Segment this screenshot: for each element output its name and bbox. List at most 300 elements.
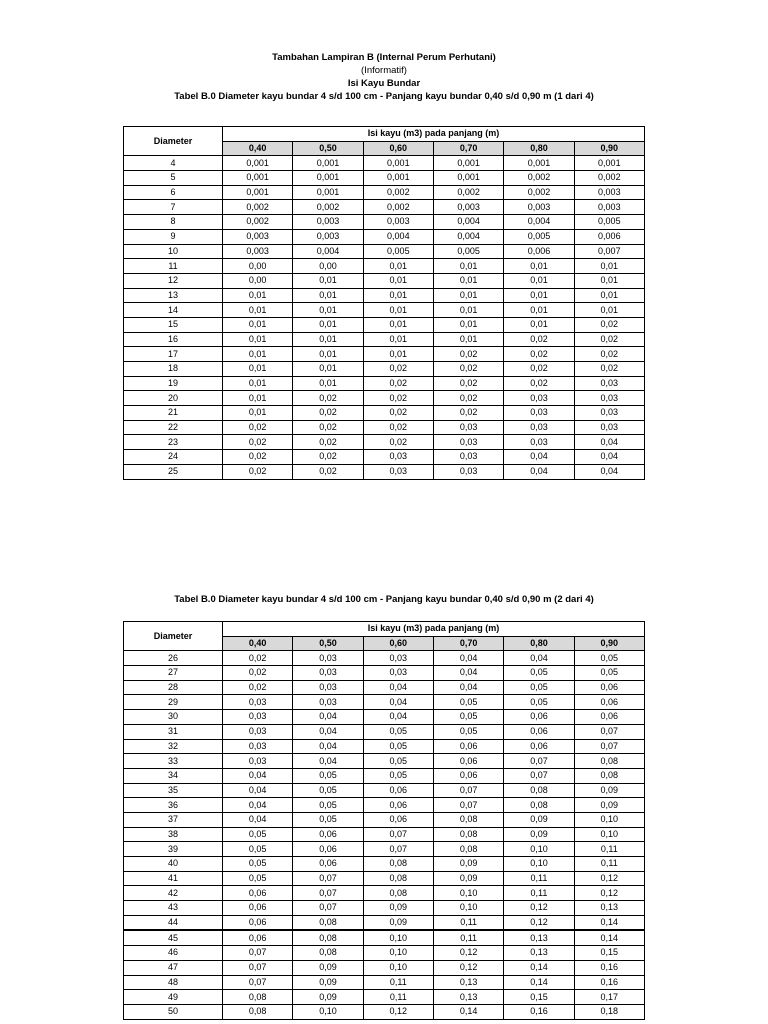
volume-cell: 0,002 <box>504 185 574 200</box>
volume-cell: 0,03 <box>363 464 433 479</box>
volume-cell: 0,001 <box>293 171 363 186</box>
volume-cell: 0,01 <box>293 332 363 347</box>
volume-cell: 0,13 <box>504 946 574 961</box>
volume-cell: 0,004 <box>363 229 433 244</box>
volume-cell: 0,03 <box>574 406 644 421</box>
volume-cell: 0,08 <box>363 871 433 886</box>
volume-cell: 0,10 <box>363 960 433 975</box>
volume-cell: 0,03 <box>574 391 644 406</box>
volume-cell: 0,03 <box>293 666 363 681</box>
volume-cell: 0,04 <box>293 724 363 739</box>
volume-cell: 0,07 <box>363 842 433 857</box>
volume-cell: 0,02 <box>293 464 363 479</box>
diameter-cell: 38 <box>124 827 223 842</box>
volume-cell: 0,04 <box>574 450 644 465</box>
diameter-cell: 31 <box>124 724 223 739</box>
volume-cell: 0,02 <box>363 376 433 391</box>
volume-cell: 0,12 <box>574 871 644 886</box>
volume-cell: 0,02 <box>223 680 293 695</box>
informative-label: (Informatif) <box>361 65 407 76</box>
volume-cell: 0,04 <box>504 651 574 666</box>
volume-cell: 0,00 <box>223 259 293 274</box>
volume-cell: 0,07 <box>504 754 574 769</box>
diameter-cell: 28 <box>124 680 223 695</box>
volume-cell: 0,11 <box>504 871 574 886</box>
volume-cell: 0,01 <box>574 288 644 303</box>
volume-cell: 0,09 <box>574 783 644 798</box>
diameter-cell: 17 <box>124 347 223 362</box>
volume-cell: 0,13 <box>574 901 644 916</box>
diameter-cell: 13 <box>124 288 223 303</box>
volume-cell: 0,16 <box>574 975 644 990</box>
volume-cell: 0,01 <box>293 317 363 332</box>
volume-cell: 0,11 <box>433 915 503 930</box>
length-header: 0,50 <box>293 636 363 651</box>
table-row <box>124 450 645 465</box>
volume-cell: 0,03 <box>293 695 363 710</box>
volume-cell: 0,01 <box>363 259 433 274</box>
table-row <box>124 435 645 450</box>
volume-cell: 0,01 <box>293 376 363 391</box>
volume-cell: 0,05 <box>293 783 363 798</box>
volume-cell: 0,004 <box>504 215 574 230</box>
volume-cell: 0,003 <box>223 244 293 259</box>
volume-cell: 0,01 <box>433 317 503 332</box>
volume-cell: 0,05 <box>363 724 433 739</box>
diameter-cell: 32 <box>124 739 223 754</box>
volume-cell: 0,001 <box>363 171 433 186</box>
volume-cell: 0,08 <box>223 1004 293 1019</box>
volume-cell: 0,06 <box>574 680 644 695</box>
volume-cell: 0,12 <box>504 915 574 930</box>
volume-cell: 0,01 <box>433 332 503 347</box>
volume-cell: 0,13 <box>433 975 503 990</box>
volume-cell: 0,07 <box>363 827 433 842</box>
volume-cell: 0,07 <box>293 901 363 916</box>
volume-cell: 0,05 <box>363 754 433 769</box>
volume-cell: 0,09 <box>504 827 574 842</box>
diameter-cell: 25 <box>124 464 223 479</box>
diameter-cell: 12 <box>124 273 223 288</box>
volume-cell: 0,14 <box>574 915 644 930</box>
volume-cell: 0,09 <box>363 915 433 930</box>
diameter-cell: 30 <box>124 710 223 725</box>
table-row <box>124 1004 645 1019</box>
volume-cell: 0,07 <box>223 946 293 961</box>
volume-cell: 0,04 <box>504 450 574 465</box>
volume-cell: 0,01 <box>433 303 503 318</box>
volume-cell: 0,06 <box>363 798 433 813</box>
table-row <box>124 303 645 318</box>
table-row <box>124 710 645 725</box>
table-row <box>124 990 645 1005</box>
volume-cell: 0,07 <box>574 739 644 754</box>
volume-cell: 0,02 <box>433 362 503 377</box>
volume-cell: 0,05 <box>293 768 363 783</box>
volume-cell: 0,01 <box>504 303 574 318</box>
length-header: 0,70 <box>433 141 503 156</box>
table-row <box>124 946 645 961</box>
volume-cell: 0,12 <box>433 960 503 975</box>
volume-cell: 0,01 <box>293 347 363 362</box>
table-row <box>124 754 645 769</box>
diameter-cell: 24 <box>124 450 223 465</box>
volume-cell: 0,002 <box>293 200 363 215</box>
volume-cell: 0,06 <box>363 783 433 798</box>
volume-cell: 0,002 <box>363 185 433 200</box>
volume-cell: 0,03 <box>363 666 433 681</box>
table-row <box>124 420 645 435</box>
diameter-cell: 33 <box>124 754 223 769</box>
volume-cell: 0,01 <box>293 303 363 318</box>
volume-cell: 0,004 <box>293 244 363 259</box>
volume-cell: 0,005 <box>574 215 644 230</box>
volume-cell: 0,10 <box>293 1004 363 1019</box>
volume-cell: 0,12 <box>433 946 503 961</box>
volume-cell: 0,001 <box>293 185 363 200</box>
diameter-cell: 8 <box>124 215 223 230</box>
volume-cell: 0,14 <box>504 975 574 990</box>
diameter-cell: 18 <box>124 362 223 377</box>
volume-cell: 0,005 <box>433 244 503 259</box>
volume-cell: 0,16 <box>504 1004 574 1019</box>
volume-cell: 0,05 <box>433 695 503 710</box>
volume-cell: 0,08 <box>574 754 644 769</box>
volume-cell: 0,01 <box>223 303 293 318</box>
volume-cell: 0,02 <box>223 464 293 479</box>
diameter-cell: 45 <box>124 930 223 945</box>
volume-cell: 0,002 <box>223 200 293 215</box>
length-header: 0,70 <box>433 636 503 651</box>
volume-cell: 0,02 <box>504 376 574 391</box>
volume-cell: 0,02 <box>293 435 363 450</box>
volume-cell: 0,03 <box>223 754 293 769</box>
volume-cell: 0,11 <box>574 842 644 857</box>
volume-cell: 0,01 <box>293 362 363 377</box>
diameter-cell: 49 <box>124 990 223 1005</box>
volume-cell: 0,13 <box>433 990 503 1005</box>
volume-cell: 0,01 <box>363 347 433 362</box>
volume-cell: 0,05 <box>223 871 293 886</box>
appendix-title: Tambahan Lampiran B (Internal Perum Perhutani) <box>272 52 496 63</box>
volume-cell: 0,09 <box>574 798 644 813</box>
table-row <box>124 798 645 813</box>
volume-cell: 0,01 <box>363 317 433 332</box>
volume-cell: 0,02 <box>433 406 503 421</box>
volume-cell: 0,06 <box>223 886 293 901</box>
volume-cell: 0,09 <box>433 857 503 872</box>
volume-cell: 0,02 <box>363 406 433 421</box>
diameter-cell: 37 <box>124 812 223 827</box>
volume-cell: 0,01 <box>223 406 293 421</box>
volume-cell: 0,08 <box>504 798 574 813</box>
diameter-cell: 43 <box>124 901 223 916</box>
volume-cell: 0,07 <box>223 960 293 975</box>
length-header: 0,60 <box>363 636 433 651</box>
volume-cell: 0,001 <box>293 156 363 171</box>
volume-cell: 0,02 <box>363 391 433 406</box>
volume-cell: 0,02 <box>574 347 644 362</box>
volume-cell: 0,03 <box>363 651 433 666</box>
diameter-cell: 5 <box>124 171 223 186</box>
length-header: 0,40 <box>223 141 293 156</box>
volume-cell: 0,03 <box>433 435 503 450</box>
table-row <box>124 886 645 901</box>
volume-cell: 0,07 <box>293 871 363 886</box>
volume-cell: 0,02 <box>504 332 574 347</box>
volume-cell: 0,02 <box>223 666 293 681</box>
diameter-cell: 23 <box>124 435 223 450</box>
volume-cell: 0,18 <box>574 1004 644 1019</box>
volume-cell: 0,02 <box>293 406 363 421</box>
volume-cell: 0,01 <box>363 273 433 288</box>
volume-cell: 0,07 <box>223 975 293 990</box>
table-row <box>124 464 645 479</box>
table-row <box>124 171 645 186</box>
volume-cell: 0,04 <box>574 464 644 479</box>
volume-cell: 0,12 <box>363 1004 433 1019</box>
volume-cell: 0,02 <box>363 420 433 435</box>
volume-cell: 0,02 <box>433 391 503 406</box>
volume-cell: 0,003 <box>574 200 644 215</box>
diameter-cell: 9 <box>124 229 223 244</box>
volume-cell: 0,03 <box>504 406 574 421</box>
volume-cell: 0,03 <box>433 464 503 479</box>
table-row <box>124 406 645 421</box>
length-header: 0,40 <box>223 636 293 651</box>
length-group-header: Isi kayu (m3) pada panjang (m) <box>223 622 645 637</box>
volume-cell: 0,09 <box>363 901 433 916</box>
volume-cell: 0,06 <box>504 724 574 739</box>
table-row <box>124 288 645 303</box>
volume-cell: 0,005 <box>504 229 574 244</box>
volume-cell: 0,05 <box>574 651 644 666</box>
diameter-cell: 50 <box>124 1004 223 1019</box>
diameter-cell: 34 <box>124 768 223 783</box>
volume-cell: 0,07 <box>504 768 574 783</box>
volume-cell: 0,05 <box>293 798 363 813</box>
diameter-cell: 16 <box>124 332 223 347</box>
volume-cell: 0,003 <box>293 229 363 244</box>
volume-cell: 0,14 <box>504 960 574 975</box>
volume-cell: 0,02 <box>504 362 574 377</box>
table-row <box>124 975 645 990</box>
diameter-cell: 19 <box>124 376 223 391</box>
volume-table-1 <box>123 126 645 480</box>
volume-cell: 0,06 <box>293 842 363 857</box>
volume-cell: 0,02 <box>574 362 644 377</box>
volume-cell: 0,004 <box>433 215 503 230</box>
volume-cell: 0,006 <box>504 244 574 259</box>
diameter-cell: 7 <box>124 200 223 215</box>
diameter-cell: 39 <box>124 842 223 857</box>
volume-cell: 0,09 <box>293 975 363 990</box>
length-header: 0,80 <box>504 141 574 156</box>
diameter-cell: 35 <box>124 783 223 798</box>
volume-cell: 0,01 <box>574 303 644 318</box>
volume-cell: 0,06 <box>504 710 574 725</box>
volume-cell: 0,10 <box>363 946 433 961</box>
volume-cell: 0,05 <box>293 812 363 827</box>
volume-cell: 0,001 <box>504 156 574 171</box>
volume-cell: 0,002 <box>363 200 433 215</box>
volume-cell: 0,15 <box>504 990 574 1005</box>
volume-cell: 0,03 <box>223 739 293 754</box>
volume-cell: 0,06 <box>293 827 363 842</box>
table-row <box>124 680 645 695</box>
volume-cell: 0,03 <box>504 391 574 406</box>
volume-cell: 0,04 <box>223 783 293 798</box>
volume-cell: 0,03 <box>574 376 644 391</box>
volume-cell: 0,05 <box>504 680 574 695</box>
volume-cell: 0,001 <box>223 171 293 186</box>
volume-cell: 0,03 <box>433 450 503 465</box>
volume-cell: 0,02 <box>293 420 363 435</box>
volume-cell: 0,03 <box>293 651 363 666</box>
diameter-cell: 22 <box>124 420 223 435</box>
volume-cell: 0,01 <box>223 288 293 303</box>
volume-cell: 0,00 <box>223 273 293 288</box>
volume-cell: 0,09 <box>504 812 574 827</box>
volume-cell: 0,12 <box>504 901 574 916</box>
volume-cell: 0,002 <box>574 171 644 186</box>
table-row <box>124 215 645 230</box>
volume-cell: 0,06 <box>574 695 644 710</box>
volume-cell: 0,08 <box>293 930 363 945</box>
volume-cell: 0,002 <box>504 171 574 186</box>
table-row <box>124 200 645 215</box>
volume-cell: 0,01 <box>223 347 293 362</box>
table1-title: Tabel B.0 Diameter kayu bundar 4 s/d 100 cm - Panjang kayu bundar 0,40 s/d 0,90 m (1 dari 4) <box>174 91 594 102</box>
volume-cell: 0,02 <box>293 391 363 406</box>
volume-cell: 0,02 <box>223 450 293 465</box>
table-row <box>124 666 645 681</box>
diameter-cell: 15 <box>124 317 223 332</box>
volume-cell: 0,005 <box>363 244 433 259</box>
diameter-cell: 26 <box>124 651 223 666</box>
volume-cell: 0,09 <box>293 990 363 1005</box>
volume-cell: 0,06 <box>223 915 293 930</box>
volume-cell: 0,003 <box>223 229 293 244</box>
table-row <box>124 768 645 783</box>
volume-cell: 0,01 <box>574 259 644 274</box>
volume-cell: 0,09 <box>293 960 363 975</box>
volume-cell: 0,02 <box>574 332 644 347</box>
table-row <box>124 930 645 945</box>
table-row <box>124 915 645 930</box>
volume-cell: 0,13 <box>504 930 574 945</box>
volume-cell: 0,05 <box>504 666 574 681</box>
volume-cell: 0,08 <box>223 990 293 1005</box>
diameter-cell: 40 <box>124 857 223 872</box>
volume-cell: 0,02 <box>293 450 363 465</box>
volume-cell: 0,07 <box>433 798 503 813</box>
volume-cell: 0,003 <box>293 215 363 230</box>
diameter-cell: 29 <box>124 695 223 710</box>
volume-cell: 0,01 <box>223 362 293 377</box>
volume-cell: 0,04 <box>223 798 293 813</box>
volume-cell: 0,006 <box>574 229 644 244</box>
volume-cell: 0,08 <box>363 857 433 872</box>
volume-cell: 0,001 <box>223 185 293 200</box>
volume-cell: 0,001 <box>433 171 503 186</box>
volume-cell: 0,05 <box>504 695 574 710</box>
volume-cell: 0,11 <box>363 990 433 1005</box>
volume-cell: 0,01 <box>504 288 574 303</box>
volume-cell: 0,02 <box>223 651 293 666</box>
volume-cell: 0,08 <box>293 915 363 930</box>
table-row <box>124 827 645 842</box>
volume-cell: 0,06 <box>433 768 503 783</box>
volume-cell: 0,03 <box>504 420 574 435</box>
volume-cell: 0,08 <box>293 946 363 961</box>
table-row <box>124 391 645 406</box>
table-row <box>124 362 645 377</box>
volume-cell: 0,003 <box>504 200 574 215</box>
volume-cell: 0,11 <box>433 930 503 945</box>
table-row <box>124 842 645 857</box>
volume-cell: 0,01 <box>504 273 574 288</box>
volume-cell: 0,01 <box>363 303 433 318</box>
volume-cell: 0,06 <box>293 857 363 872</box>
table-row <box>124 695 645 710</box>
volume-cell: 0,08 <box>363 886 433 901</box>
volume-cell: 0,01 <box>504 259 574 274</box>
volume-cell: 0,03 <box>293 680 363 695</box>
volume-cell: 0,10 <box>433 901 503 916</box>
volume-cell: 0,01 <box>293 288 363 303</box>
diameter-cell: 11 <box>124 259 223 274</box>
volume-cell: 0,02 <box>223 435 293 450</box>
volume-cell: 0,11 <box>574 857 644 872</box>
diameter-cell: 36 <box>124 798 223 813</box>
volume-cell: 0,04 <box>363 710 433 725</box>
volume-cell: 0,001 <box>363 156 433 171</box>
volume-cell: 0,06 <box>363 812 433 827</box>
volume-cell: 0,02 <box>433 347 503 362</box>
volume-cell: 0,04 <box>433 651 503 666</box>
volume-cell: 0,11 <box>504 886 574 901</box>
table-row <box>124 332 645 347</box>
table-row <box>124 724 645 739</box>
volume-cell: 0,06 <box>433 739 503 754</box>
volume-cell: 0,07 <box>574 724 644 739</box>
volume-cell: 0,10 <box>504 857 574 872</box>
volume-cell: 0,05 <box>433 710 503 725</box>
table-row <box>124 347 645 362</box>
table-row <box>124 185 645 200</box>
length-group-header: Isi kayu (m3) pada panjang (m) <box>223 127 645 142</box>
diameter-cell: 10 <box>124 244 223 259</box>
volume-cell: 0,06 <box>223 901 293 916</box>
volume-cell: 0,14 <box>574 930 644 945</box>
volume-cell: 0,10 <box>363 930 433 945</box>
volume-cell: 0,06 <box>433 754 503 769</box>
table-row <box>124 317 645 332</box>
volume-cell: 0,08 <box>433 812 503 827</box>
diameter-cell: 48 <box>124 975 223 990</box>
volume-cell: 0,01 <box>223 376 293 391</box>
volume-cell: 0,05 <box>223 857 293 872</box>
volume-cell: 0,04 <box>223 768 293 783</box>
volume-cell: 0,04 <box>293 710 363 725</box>
volume-cell: 0,04 <box>223 812 293 827</box>
volume-cell: 0,10 <box>574 827 644 842</box>
volume-cell: 0,01 <box>363 288 433 303</box>
volume-cell: 0,04 <box>363 680 433 695</box>
table-row <box>124 871 645 886</box>
volume-cell: 0,01 <box>363 332 433 347</box>
